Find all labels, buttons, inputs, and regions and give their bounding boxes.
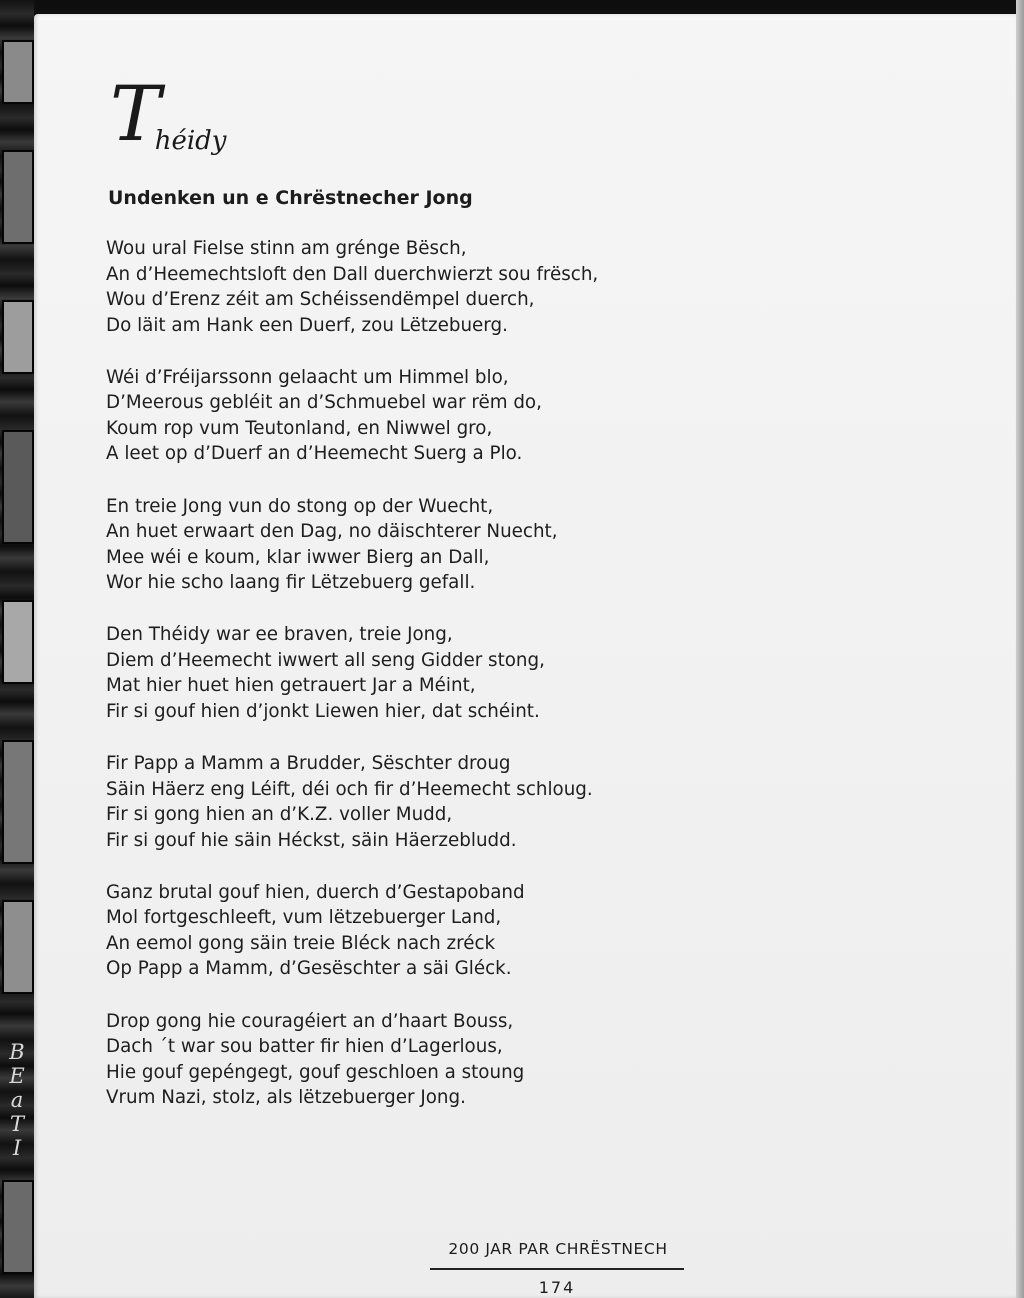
poem-line: An huet erwaart den Dag, no däischterer Nuecht,: [106, 521, 558, 543]
poem-line: A leet op d’Duerf an d’Heemecht Suerg a Plo.: [106, 443, 523, 465]
page-number: 174: [538, 1278, 576, 1297]
title-initial: T: [110, 69, 161, 158]
edge-letter: a: [10, 1088, 24, 1112]
poem-line: D’Meerous gebléit an d’Schmuebel war rëm do,: [106, 392, 542, 414]
stanza: [106, 751, 666, 853]
poem-line: Drop gong hie couragéiert an d’haart Bouss,: [106, 1010, 514, 1032]
poem-line: Wéi d’Fréijarssonn gelaacht um Himmel blo,: [106, 366, 509, 388]
poem-line: Wou d’Erenz zéit am Schéissendëmpel duerch,: [106, 289, 535, 310]
poem-line: En treie Jong vun do stong op der Wuecht,: [106, 495, 494, 517]
poem-line: An eemol gong säin treie Bléck nach zréck: [106, 932, 496, 954]
poem-line: Fir si gouf hien d’jonkt Liewen hier, dat schéint.: [106, 700, 540, 722]
poem-line: Den Théidy war ee braven, treie Jong,: [106, 624, 453, 646]
poem-line: Mee wéi e koum, klar iwwer Bierg an Dall,: [106, 546, 490, 568]
footer-divider: [430, 1268, 684, 1270]
edge-letters: [0, 1040, 34, 1160]
stanza: [106, 365, 666, 467]
stanza: [106, 236, 666, 338]
poem-line: An d’Heemechtsloft den Dall duerchwierzt sou frësch,: [106, 263, 599, 285]
edge-letter: B: [9, 1040, 25, 1064]
poem-line: Hie gouf gepéngegt, gouf geschloen a stoung: [106, 1061, 525, 1083]
poem-line: Säin Häerz eng Léift, déi och fir d’Heemecht schloug.: [106, 778, 593, 800]
edge-letter: I: [12, 1136, 22, 1160]
stanza: [106, 1009, 666, 1111]
poem-title: [110, 69, 227, 164]
title-rest: héidy: [154, 126, 227, 156]
stanza: [106, 880, 666, 982]
poem-line: Fir si gouf hie säin Héckst, säin Häerzebludd.: [106, 829, 517, 851]
glass-pane: [2, 300, 34, 374]
poem-line: Ganz brutal gouf hien, duerch d’Gestapoband: [106, 881, 525, 903]
glass-pane: [2, 600, 34, 684]
poem-body: [106, 236, 666, 1138]
stanza: [106, 622, 666, 724]
poem-line: Koum rop vum Teutonland, en Niwwel gro,: [106, 417, 493, 439]
poem-line: Mol fortgeschleeft, vum lëtzebuerger Land,: [106, 907, 502, 929]
stanza: [106, 494, 666, 596]
poem-line: Wor hie scho laang fir Lëtzebuerg gefall.: [106, 572, 476, 594]
poem-line: Dach ´t war sou batter fir hien d’Lagerlous,: [106, 1036, 503, 1058]
poem-line: Wou ural Fielse stinn am grénge Bësch,: [106, 238, 467, 259]
edge-letter: E: [9, 1064, 25, 1088]
poem-line: Do läit am Hank een Duerf, zou Lëtzebuerg.: [106, 314, 508, 336]
poem-subtitle: Undenken un e Chrëstnecher Jong: [108, 187, 473, 209]
scan-right-edge: [1016, 0, 1024, 1298]
glass-pane: [2, 150, 34, 244]
glass-pane: [2, 40, 34, 104]
edge-letter: T: [9, 1112, 24, 1136]
poem-line: Fir Papp a Mamm a Brudder, Sëschter droug: [106, 753, 511, 775]
stained-glass-edge: [0, 0, 34, 1298]
poem-line: Fir si gong hien an d’K.Z. voller Mudd,: [106, 804, 453, 826]
glass-pane: [2, 1180, 34, 1274]
glass-pane: [2, 430, 34, 544]
poem-line: Op Papp a Mamm, d’Gesëschter a säi Gléck.: [106, 958, 512, 980]
poem-line: Vrum Nazi, stolz, als lëtzebuerger Jong.: [106, 1087, 466, 1109]
glass-pane: [2, 900, 34, 994]
poem-line: Diem d’Heemecht iwwert all seng Gidder stong,: [106, 649, 545, 671]
poem-line: Mat hier huet hien getrauert Jar a Méint,: [106, 675, 476, 697]
glass-pane: [2, 740, 34, 864]
footer-book-title: 200 JAR PAR CHRËSTNECH: [448, 1240, 668, 1258]
